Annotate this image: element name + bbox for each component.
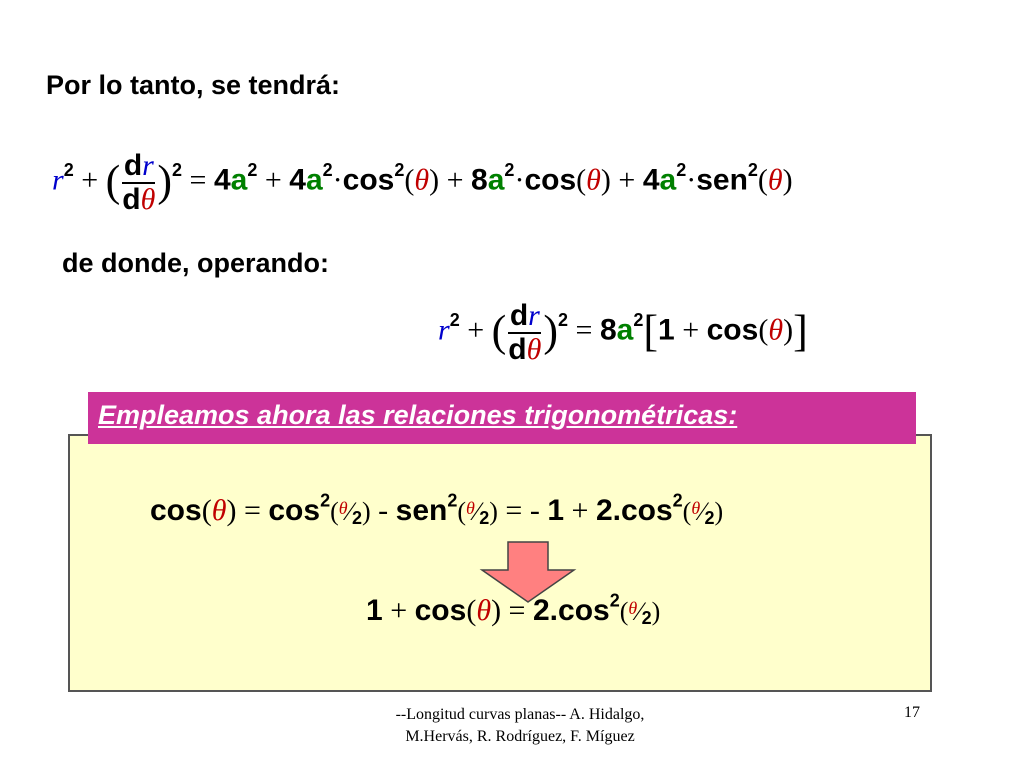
banner-text: Empleamos ahora las relaciones trigonométricas: <box>98 400 738 430</box>
trig-relations-box <box>68 434 932 692</box>
heading-por-lo-tanto: Por lo tanto, se tendrá: <box>46 70 341 100</box>
equation-4: $1 + \cos(\theta) = 2.\cos^2(^\theta⁄2)$ <box>366 590 661 628</box>
equation-3: $\cos(\theta) = \cos^2(^\theta⁄2)$ - sen$^2$($^\theta$⁄2) = - $1 + 2.\cos^2(^\theta⁄2)$ <box>150 490 724 528</box>
heading-de-donde: de donde, operando: <box>62 248 329 278</box>
footer-citation: --Longitud curvas planas-- A. Hidalgo, M.Hervás, R. Rodríguez, F. Míguez <box>395 706 645 745</box>
equation-2: $r^2$ + ( $\frac{dr}{d\theta}$ )$^2 = 8a^2[1 + \cos(\theta)]$ <box>438 299 808 366</box>
equation-1: $r^2$ + ( $\frac{dr}{d\theta}$ )$^2 = 4a^2 + 4a^2\cdot\cos^2(\theta) + 8a^2\cdot\cos(\theta) + 4a^2\cdot sen^2(\theta)$ <box>52 149 793 216</box>
banner <box>88 392 916 444</box>
page-number: 17 <box>904 704 920 721</box>
